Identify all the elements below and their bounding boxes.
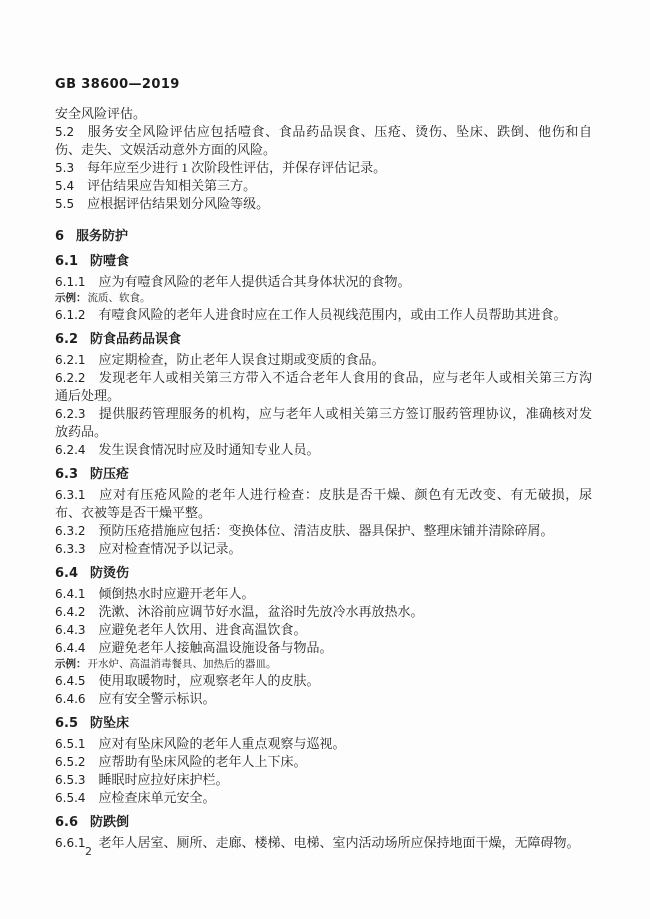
clause-text: 洗漱、沐浴前应调节好水温，盆浴时先放冷水再放热水。	[98, 604, 424, 619]
section-number: 6.6	[55, 815, 79, 830]
clause-number: 6.2.4	[55, 443, 86, 457]
clause-text: 提供服药管理服务的机构，应与老年人或相关第三方签订服药管理协议，准确核对发放药品。	[55, 406, 592, 439]
clause-number: 5.4	[55, 179, 75, 193]
section-title: 防跌倒	[90, 815, 130, 830]
clause-number: 5.2	[55, 125, 75, 139]
section-title: 防压疮	[90, 467, 130, 482]
clause-number: 6.4.1	[55, 587, 86, 601]
clause-6-5-1	[55, 735, 592, 753]
clause-text: 发现老年人或相关第三方带入不适合老年人食用的食品，应与老年人或相关第三方沟通后处理。	[55, 370, 592, 403]
clause-number: 6.5.1	[55, 737, 86, 751]
clause-text: 有噎食风险的老年人进食时应在工作人员视线范围内，或由工作人员帮助其进食。	[98, 307, 567, 322]
clause-6-3-2	[55, 522, 592, 540]
clause-text: 应有安全警示标识。	[98, 691, 216, 706]
clause-6-5-3	[55, 771, 592, 789]
clause-text: 应对有坠床风险的老年人重点观察与巡视。	[98, 736, 346, 751]
section-number: 6.3	[55, 467, 79, 482]
clause-text: 每年应至少进行 1 次阶段性评估，并保存评估记录。	[87, 160, 387, 175]
clause-number: 6.4.3	[55, 623, 86, 637]
clause-text: 应对检查情况予以记录。	[98, 541, 242, 556]
clause-6-2-3	[55, 405, 592, 441]
clause-6-4-2	[55, 603, 592, 621]
section-heading-6-4	[55, 565, 592, 583]
section-heading-6-1	[55, 253, 592, 271]
clause-number: 6.2.1	[55, 353, 86, 367]
clause-text: 发生误食情况时应及时通知专业人员。	[98, 442, 320, 457]
clause-5-5	[55, 195, 592, 213]
clause-5-2	[55, 123, 592, 159]
clause-text: 睡眠时应拉好床护栏。	[98, 772, 229, 787]
clause-number: 6.3.3	[55, 542, 86, 556]
chapter-heading-6	[55, 228, 592, 246]
clause-number: 6.3.1	[55, 488, 86, 502]
document-content	[55, 105, 592, 852]
chapter-number: 6	[55, 229, 65, 244]
standard-number: GB 38600—2019	[55, 77, 180, 92]
section-title: 防烫伤	[90, 566, 130, 581]
chapter-title: 服务防护	[76, 229, 129, 244]
clause-number: 5.5	[55, 197, 75, 211]
section-title: 防坠床	[90, 716, 130, 731]
example-note	[55, 291, 592, 306]
example-note	[55, 657, 592, 672]
clause-number: 6.5.3	[55, 773, 86, 787]
page-header	[55, 77, 180, 92]
clause-number: 6.5.4	[55, 791, 86, 805]
clause-text: 应避免老年人接触高温设施设备与物品。	[98, 640, 333, 655]
clause-text: 老年人居室、厕所、走廊、楼梯、电梯、室内活动场所应保持地面干燥，无障碍物。	[98, 835, 580, 850]
clause-text: 应检查床单元安全。	[98, 790, 216, 805]
clause-number: 6.4.4	[55, 641, 86, 655]
section-heading-6-2	[55, 331, 592, 349]
clause-6-4-1	[55, 585, 592, 603]
clause-6-1-2	[55, 306, 592, 324]
clause-6-4-5	[55, 672, 592, 690]
clause-5-3	[55, 159, 592, 177]
section-number: 6.2	[55, 332, 79, 347]
clause-5-4	[55, 177, 592, 195]
clause-text: 安全风险评估。	[55, 106, 147, 121]
clause-6-4-6	[55, 690, 592, 708]
section-number: 6.5	[55, 716, 79, 731]
clause-text: 服务安全风险评估应包括噎食、食品药品误食、压疮、烫伤、坠床、跌倒、他伤和自伤、走失、文娱活动意外方面的风险。	[55, 124, 592, 157]
clause-number: 6.2.3	[55, 407, 86, 421]
clause-text: 应定期检查，防止老年人误食过期或变质的食品。	[98, 352, 385, 367]
example-text: 流质、软食。	[87, 293, 151, 304]
clause-6-5-4	[55, 789, 592, 807]
clause-number: 5.3	[55, 161, 75, 175]
example-label: 示例：	[55, 292, 87, 304]
clause-text: 应根据评估结果划分风险等级。	[87, 196, 270, 211]
section-number: 6.4	[55, 566, 79, 581]
clause-6-2-4	[55, 441, 592, 459]
clause-number: 6.4.2	[55, 605, 86, 619]
section-heading-6-3	[55, 466, 592, 484]
clause-6-1-1	[55, 273, 592, 291]
clause-number: 6.3.2	[55, 524, 86, 538]
paragraph-continuation	[55, 105, 592, 123]
clause-number: 6.1.1	[55, 275, 86, 289]
example-text: 开水炉、高温消毒餐具、加热后的器皿。	[87, 659, 277, 670]
clause-text: 评估结果应告知相关第三方。	[87, 178, 257, 193]
clause-6-2-2	[55, 369, 592, 405]
section-title: 防食品药品误食	[90, 332, 182, 347]
clause-number: 6.6.1	[55, 836, 86, 850]
clause-number: 6.4.6	[55, 692, 86, 706]
clause-6-3-1	[55, 486, 592, 522]
page-footer	[85, 845, 92, 858]
clause-6-6-1	[55, 834, 592, 852]
section-title: 防噎食	[90, 254, 130, 269]
clause-6-3-3	[55, 540, 592, 558]
clause-number: 6.5.2	[55, 755, 86, 769]
page-number: 2	[85, 845, 92, 858]
clause-6-5-2	[55, 753, 592, 771]
section-heading-6-5	[55, 715, 592, 733]
clause-number: 6.4.5	[55, 674, 86, 688]
clause-text: 倾倒热水时应避开老年人。	[98, 586, 255, 601]
clause-text: 应为有噎食风险的老年人提供适合其身体状况的食物。	[98, 274, 411, 289]
clause-text: 应对有压疮风险的老年人进行检查：皮肤是否干燥、颜色有无改变、有无破损，尿布、衣被等是否干燥平整。	[55, 487, 592, 520]
clause-text: 应避免老年人饮用、进食高温饮食。	[98, 622, 307, 637]
clause-number: 6.1.2	[55, 308, 86, 322]
section-heading-6-6	[55, 814, 592, 832]
section-number: 6.1	[55, 254, 79, 269]
clause-text: 预防压疮措施应包括：变换体位、清洁皮肤、器具保护、整理床铺并清除碎屑。	[98, 523, 554, 538]
clause-text: 应帮助有坠床风险的老年人上下床。	[98, 754, 307, 769]
clause-6-2-1	[55, 351, 592, 369]
clause-text: 使用取暖物时，应观察老年人的皮肤。	[98, 673, 320, 688]
clause-number: 6.2.2	[55, 371, 86, 385]
example-label: 示例：	[55, 658, 87, 670]
clause-6-4-3	[55, 621, 592, 639]
clause-6-4-4	[55, 639, 592, 657]
